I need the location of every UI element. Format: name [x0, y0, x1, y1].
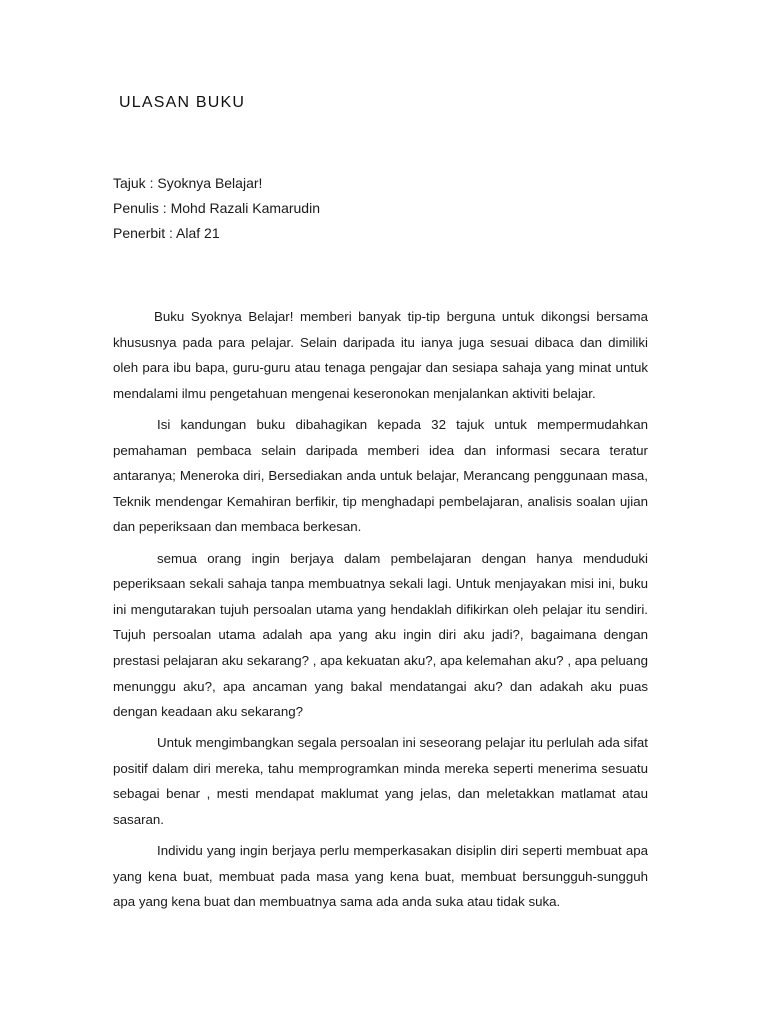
review-body [113, 304, 648, 921]
paragraph: Untuk mengimbangkan segala persoalan ini seseorang pelajar itu perlulah ada sifat positif dalam diri mereka, tahu memprogramkan minda mereka seperti menerima sesuatu sebagai benar , mesti mendapat maklumat yang jelas, dan meletakkan matlamat atau sasaran. [113, 735, 648, 828]
paragraph: Buku Syoknya Belajar! memberi banyak tip-tip berguna untuk dikongsi bersama khususnya pada para pelajar. Selain daripada itu ianya juga sesuai dibaca dan dimiliki oleh para ibu bapa, guru-guru atau tenaga pengajar dan sesiapa sahaja yang minat untuk mendalami ilmu pengetahuan mengenai keseronokan menjalankan aktiviti belajar. [113, 309, 648, 401]
book-details [113, 171, 320, 246]
book-publisher-line: Penerbit : Alaf 21 [113, 225, 220, 241]
paragraph: Individu yang ingin berjaya perlu memperkasakan disiplin diri seperti membuat apa yang kena buat, membuat pada masa yang kena buat, membuat bersungguh-sungguh apa yang kena buat dan membuatnya sama ada anda suka atau tidak suka. [113, 843, 648, 910]
paragraph: semua orang ingin berjaya dalam pembelajaran dengan hanya menduduki peperiksaan sekali sahaja tanpa membuatnya sekali lagi. Untuk menjayakan misi ini, buku ini mengutarakan tujuh persoalan utama yang hendaklah difikirkan oleh pelajar itu sendiri. Tujuh persoalan utama adalah apa yang aku ingin diri aku jadi?, bagaimana dengan prestasi pelajaran aku sekarang? , apa kekuatan aku?, apa kelemahan aku? , apa peluang menunggu aku?, apa ancaman yang bakal mendatangai aku? dan adakah aku puas dengan keadaan aku sekarang? [113, 550, 648, 720]
paragraph: Isi kandungan buku dibahagikan kepada 32 tajuk untuk mempermudahkan pemahaman pembaca selain daripada memberi idea dan informasi secara teratur antaranya; Meneroka diri, Bersediakan anda untuk belajar, Merancang penggunaan masa, Teknik mendengar Kemahiran berfikir, tip menghadapi pembelajaran, analisis soalan ujian dan peperiksaan dan membaca berkesan. [113, 416, 648, 535]
book-title-line: Tajuk : Syoknya Belajar! [113, 175, 263, 191]
document-title: ULASAN BUKU [119, 94, 246, 111]
book-author-line: Penulis : Mohd Razali Kamarudin [113, 200, 320, 216]
